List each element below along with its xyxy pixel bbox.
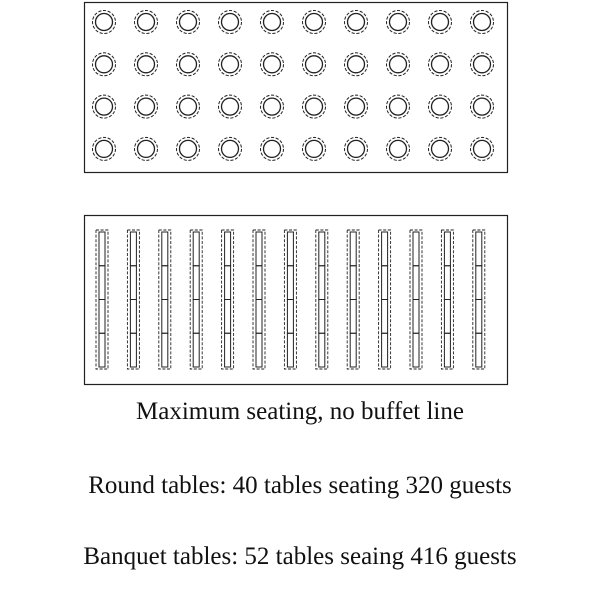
round-table [177,11,200,34]
table-top [138,56,155,73]
table-top [306,56,323,73]
round-table [345,95,368,118]
round-table [429,53,452,76]
round-table [177,137,200,160]
banquet-table [287,300,293,334]
layout-title: Maximum seating, no buffet line [136,398,464,425]
banquet-table [444,232,450,266]
banquet-table-column [253,230,265,369]
banquet-table [99,266,105,300]
table-top [348,140,365,157]
table-top [474,98,491,115]
round-table [387,11,410,34]
round-table [387,53,410,76]
round-table [429,11,452,34]
banquet-table-column [316,230,328,369]
banquet-table-column [284,230,296,369]
banquet-table-column [379,230,391,369]
banquet-table [287,232,293,266]
round-table [471,11,494,34]
banquet-table [99,333,105,367]
banquet-table [319,266,325,300]
table-top [348,14,365,31]
table-top [96,140,113,157]
round-table [135,53,158,76]
banquet-table [99,232,105,266]
round-table [261,11,284,34]
banquet-table [413,300,419,334]
table-top [390,56,407,73]
banquet-table [350,333,356,367]
table-top [264,98,281,115]
round-table [261,137,284,160]
round-tables-summary: Round tables: 40 tables seating 320 guests [88,472,512,499]
banquet-table [193,333,199,367]
banquet-table [382,232,388,266]
table-top [222,56,239,73]
round-table [429,95,452,118]
banquet-table [162,232,168,266]
banquet-table-column [222,230,234,369]
table-top [390,98,407,115]
round-tables-room [85,3,508,173]
banquet-table [476,232,482,266]
banquet-table [319,333,325,367]
round-table [219,11,242,34]
banquet-table [225,333,231,367]
table-top [138,14,155,31]
banquet-table [350,232,356,266]
round-table [303,53,326,76]
banquet-table-column [190,230,202,369]
table-top [474,140,491,157]
round-table [471,137,494,160]
banquet-table [444,300,450,334]
table-top [96,14,113,31]
banquet-table [476,300,482,334]
table-top [306,140,323,157]
banquet-tables-summary: Banquet tables: 52 tables seaing 416 guests [83,543,517,570]
banquet-table [130,266,136,300]
banquet-table [382,266,388,300]
banquet-table [162,333,168,367]
banquet-table [444,266,450,300]
round-table [387,137,410,160]
banquet-table-column [410,230,422,369]
round-table [303,11,326,34]
banquet-table [256,300,262,334]
banquet-table [476,266,482,300]
banquet-table [130,333,136,367]
banquet-table-column [441,230,453,369]
banquet-table [350,266,356,300]
table-top [474,56,491,73]
table-top [138,140,155,157]
banquet-table-column [127,230,139,369]
round-table [261,53,284,76]
banquet-table [350,300,356,334]
banquet-table [256,333,262,367]
banquet-table [225,266,231,300]
round-table [177,53,200,76]
banquet-table [444,333,450,367]
table-top [306,98,323,115]
round-table [135,11,158,34]
table-top [432,56,449,73]
table-top [180,140,197,157]
round-table [303,95,326,118]
table-top [432,14,449,31]
banquet-tables-group [96,230,485,369]
round-table [345,53,368,76]
table-top [390,140,407,157]
table-top [390,14,407,31]
round-table [93,53,116,76]
banquet-table [162,300,168,334]
banquet-table [130,300,136,334]
banquet-table [193,266,199,300]
round-table [219,137,242,160]
round-table [303,137,326,160]
table-top [432,140,449,157]
table-top [222,14,239,31]
round-table [93,137,116,160]
table-top [96,56,113,73]
banquet-table [413,266,419,300]
table-top [474,14,491,31]
round-table [177,95,200,118]
table-top [432,98,449,115]
table-top [96,98,113,115]
table-top [222,98,239,115]
table-top [264,56,281,73]
banquet-table [225,300,231,334]
table-top [264,14,281,31]
table-top [180,56,197,73]
round-table [219,53,242,76]
round-table [135,137,158,160]
banquet-table-column [347,230,359,369]
round-table [387,95,410,118]
banquet-table [256,232,262,266]
table-top [138,98,155,115]
table-top [180,14,197,31]
round-table [93,95,116,118]
round-table [93,11,116,34]
round-table [471,95,494,118]
banquet-table [319,300,325,334]
round-table [261,95,284,118]
banquet-table-column [96,230,108,369]
round-table [345,137,368,160]
banquet-table [413,232,419,266]
round-table [135,95,158,118]
banquet-table [287,333,293,367]
round-table [471,53,494,76]
table-top [306,14,323,31]
round-table [429,137,452,160]
banquet-table [99,300,105,334]
round-tables-group [93,11,494,161]
banquet-table-column [473,230,485,369]
round-table [219,95,242,118]
table-top [264,140,281,157]
banquet-table [225,232,231,266]
banquet-table [413,333,419,367]
banquet-table [193,232,199,266]
banquet-table [162,266,168,300]
table-top [180,98,197,115]
banquet-table [476,333,482,367]
banquet-table [382,300,388,334]
banquet-table [193,300,199,334]
table-top [222,140,239,157]
banquet-table [256,266,262,300]
banquet-table [382,333,388,367]
table-top [348,56,365,73]
round-table [345,11,368,34]
banquet-table [130,232,136,266]
banquet-table [287,266,293,300]
table-top [348,98,365,115]
banquet-table [319,232,325,266]
banquet-table-column [159,230,171,369]
